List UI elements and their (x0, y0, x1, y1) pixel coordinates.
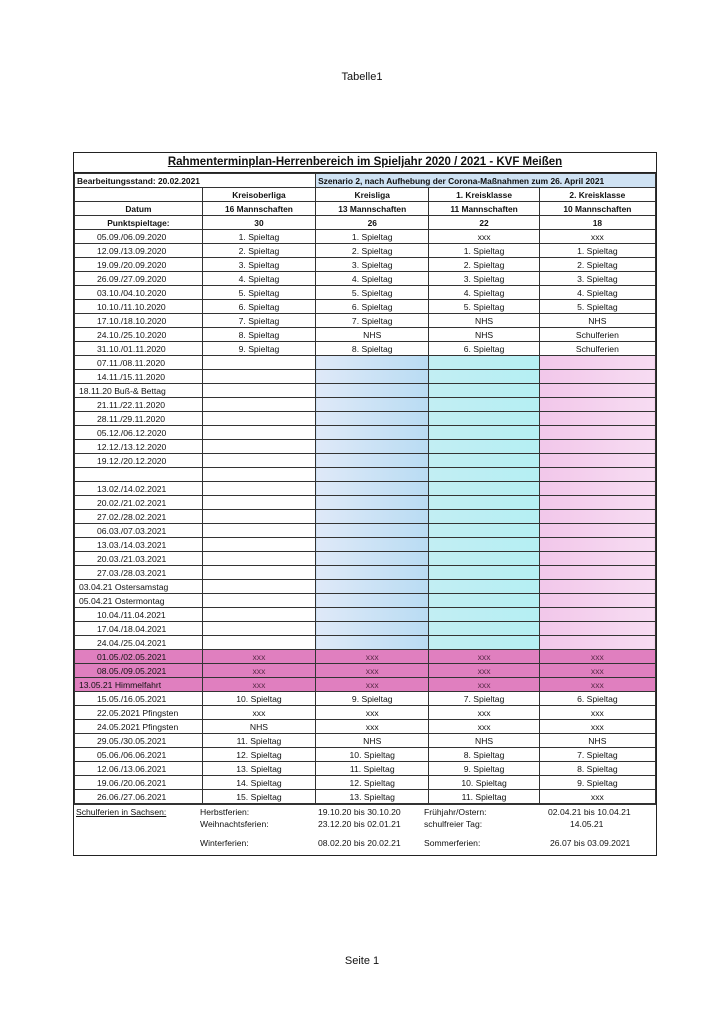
table-row (75, 720, 656, 734)
schulferien-label: Schulferien in Sachsen: (76, 807, 167, 817)
schedule-cell (429, 608, 539, 622)
schedule-cell (316, 454, 429, 468)
schedule-cell: 3. Spieltag (202, 258, 315, 272)
schedule-cell (539, 622, 655, 636)
league-name: Kreisoberliga (202, 188, 315, 202)
date-cell: 24.10./25.10.2020 (75, 328, 203, 342)
schedule-cell (429, 468, 539, 482)
schedule-cell (316, 566, 429, 580)
match-day-count: 22 (429, 216, 539, 230)
table-row (75, 622, 656, 636)
schedule-cell: 7. Spieltag (316, 314, 429, 328)
schedule-cell (539, 370, 655, 384)
date-cell: 10.10./11.10.2020 (75, 300, 203, 314)
schedule-cell (202, 566, 315, 580)
schedule-cell: xxx (316, 720, 429, 734)
schedule-cell (202, 552, 315, 566)
schedule-cell: 3. Spieltag (316, 258, 429, 272)
schedule-cell (429, 482, 539, 496)
table-row (75, 678, 656, 692)
schedule-cell (316, 524, 429, 538)
date-cell: 14.11./15.11.2020 (75, 370, 203, 384)
schedule-cell: xxx (202, 664, 315, 678)
schedule-cell: Schulferien (539, 328, 655, 342)
team-count: 10 Mannschaften (539, 202, 655, 216)
schedule-cell (316, 594, 429, 608)
schedule-cell: 8. Spieltag (429, 748, 539, 762)
date-cell: 08.05./09.05.2021 (75, 664, 203, 678)
schedule-cell: xxx (202, 650, 315, 664)
schedule-cell (316, 608, 429, 622)
table-row (75, 286, 656, 300)
date-cell: 10.04./11.04.2021 (75, 608, 203, 622)
schedule-cell: 9. Spieltag (539, 776, 655, 790)
date-cell: 22.05.2021 Pfingsten (75, 706, 203, 720)
schedule-cell (316, 384, 429, 398)
schedule-cell (202, 482, 315, 496)
schedule-cell (539, 566, 655, 580)
schedule-cell: 10. Spieltag (202, 692, 315, 706)
schedule-cell (316, 356, 429, 370)
schedule-cell: xxx (539, 720, 655, 734)
schedule-cell: xxx (539, 230, 655, 244)
table-row (75, 300, 656, 314)
date-cell: 17.04./18.04.2021 (75, 622, 203, 636)
schedule-cell (202, 384, 315, 398)
table-row (75, 384, 656, 398)
date-cell: 03.10./04.10.2020 (75, 286, 203, 300)
schedule-cell: 1. Spieltag (429, 244, 539, 258)
page-header: Tabelle1 (341, 71, 383, 83)
schedule-cell (316, 412, 429, 426)
schedule-cell: 9. Spieltag (316, 692, 429, 706)
table-row (75, 342, 656, 356)
schedule-cell: xxx (539, 664, 655, 678)
date-cell: 19.06./20.06.2021 (75, 776, 203, 790)
date-cell: 05.04.21 Ostermontag (75, 594, 203, 608)
table-row (75, 230, 656, 244)
fruehjahr-label: Frühjahr/Ostern: (424, 807, 487, 817)
table-row (75, 664, 656, 678)
date-cell: 24.05.2021 Pfingsten (75, 720, 203, 734)
punktspieltage-row (75, 216, 656, 230)
table-row (75, 776, 656, 790)
schedule-cell (429, 398, 539, 412)
schedule-cell (429, 636, 539, 650)
team-count: 13 Mannschaften (316, 202, 429, 216)
schedule-cell: xxx (316, 706, 429, 720)
date-cell: 26.06./27.06.2021 (75, 790, 203, 804)
table-row (75, 706, 656, 720)
schedule-cell: 3. Spieltag (429, 272, 539, 286)
schedule-cell: 11. Spieltag (202, 734, 315, 748)
schedule-cell (539, 580, 655, 594)
schedule-cell: 13. Spieltag (316, 790, 429, 804)
schedule-cell (202, 412, 315, 426)
schedule-cell: 5. Spieltag (429, 300, 539, 314)
schedule-cell: xxx (429, 706, 539, 720)
schedule-cell: xxx (429, 720, 539, 734)
schedule-cell (429, 524, 539, 538)
schedule-cell (539, 524, 655, 538)
schedule-cell: 6. Spieltag (429, 342, 539, 356)
schedule-cell (202, 398, 315, 412)
schedule-cell (539, 356, 655, 370)
schedule-cell: xxx (539, 790, 655, 804)
date-cell: 06.03./07.03.2021 (75, 524, 203, 538)
date-cell: 27.02./28.02.2021 (75, 510, 203, 524)
date-cell: 29.05./30.05.2021 (75, 734, 203, 748)
table-row (75, 608, 656, 622)
schedule-cell: 12. Spieltag (316, 776, 429, 790)
schedule-cell (202, 636, 315, 650)
schedule-cell (202, 524, 315, 538)
schedule-cell: xxx (539, 706, 655, 720)
schedule-cell (539, 398, 655, 412)
sommer-label: Sommerferien: (424, 838, 481, 848)
date-cell: 31.10./01.11.2020 (75, 342, 203, 356)
league-name-row (75, 188, 656, 202)
league-name: 2. Kreisklasse (539, 188, 655, 202)
table-row (75, 636, 656, 650)
date-cell: 12.06./13.06.2021 (75, 762, 203, 776)
schedule-cell: xxx (539, 650, 655, 664)
schedule-cell: 9. Spieltag (202, 342, 315, 356)
schedule-cell: 7. Spieltag (202, 314, 315, 328)
schedule-cell (539, 440, 655, 454)
schedule-cell (429, 412, 539, 426)
table-row (75, 314, 656, 328)
schedule-cell: 10. Spieltag (429, 776, 539, 790)
date-cell: 13.03./14.03.2021 (75, 538, 203, 552)
schedule-cell: 7. Spieltag (539, 748, 655, 762)
schedule-cell: 9. Spieltag (429, 762, 539, 776)
schedule-cell (202, 356, 315, 370)
schedule-cell (429, 440, 539, 454)
schedule-cell: NHS (429, 328, 539, 342)
schedule-cell: 8. Spieltag (539, 762, 655, 776)
schedule-cell (429, 622, 539, 636)
date-cell: 01.05./02.05.2021 (75, 650, 203, 664)
herbst-label: Herbstferien: (200, 807, 250, 817)
schedule-cell: 4. Spieltag (429, 286, 539, 300)
schedule-cell (202, 510, 315, 524)
schedule-cell: NHS (316, 734, 429, 748)
schedule-cell (539, 510, 655, 524)
schedule-cell (316, 398, 429, 412)
schedule-cell (202, 426, 315, 440)
table-row (75, 762, 656, 776)
schedule-cell: 6. Spieltag (539, 692, 655, 706)
table-row (75, 426, 656, 440)
table-row (75, 538, 656, 552)
schedule-rows (75, 230, 656, 804)
schedule-sheet (73, 152, 657, 856)
schedule-cell (316, 440, 429, 454)
date-cell: 27.03./28.03.2021 (75, 566, 203, 580)
schedule-cell: Schulferien (539, 342, 655, 356)
table-row (75, 440, 656, 454)
date-cell: 21.11./22.11.2020 (75, 398, 203, 412)
schedule-cell: 6. Spieltag (202, 300, 315, 314)
schedule-cell: 15. Spieltag (202, 790, 315, 804)
schedule-cell (202, 580, 315, 594)
schedule-cell: xxx (316, 650, 429, 664)
schedule-cell: 1. Spieltag (202, 230, 315, 244)
schedule-cell (429, 510, 539, 524)
team-count: 11 Mannschaften (429, 202, 539, 216)
schedule-table (74, 173, 656, 804)
header-empty (75, 188, 203, 202)
table-row (75, 482, 656, 496)
match-day-count: 18 (539, 216, 655, 230)
date-cell: 05.09./06.09.2020 (75, 230, 203, 244)
match-day-count: 30 (202, 216, 315, 230)
schedule-cell: 2. Spieltag (316, 244, 429, 258)
table-row (75, 244, 656, 258)
schedule-cell: 8. Spieltag (202, 328, 315, 342)
date-cell: 26.09./27.09.2020 (75, 272, 203, 286)
table-row (75, 398, 656, 412)
date-cell: 07.11./08.11.2020 (75, 356, 203, 370)
table-row (75, 524, 656, 538)
bearbeitungsstand: Bearbeitungsstand: 20.02.2021 (75, 174, 316, 188)
table-row (75, 692, 656, 706)
date-cell (75, 468, 203, 482)
szenario-note: Szenario 2, nach Aufhebung der Corona-Maßnahmen zum 26. April 2021 (316, 174, 656, 188)
date-cell: 03.04.21 Ostersamstag (75, 580, 203, 594)
schedule-cell (429, 538, 539, 552)
schedule-cell: 11. Spieltag (429, 790, 539, 804)
schedule-cell: xxx (316, 678, 429, 692)
schedule-cell (539, 538, 655, 552)
schedule-cell: NHS (202, 720, 315, 734)
schedule-cell (316, 636, 429, 650)
schedule-cell: 10. Spieltag (316, 748, 429, 762)
schedule-cell: 11. Spieltag (316, 762, 429, 776)
schedule-cell: 4. Spieltag (539, 286, 655, 300)
status-row (75, 174, 656, 188)
schedule-cell (429, 580, 539, 594)
date-cell: 28.11./29.11.2020 (75, 412, 203, 426)
schedule-cell (316, 622, 429, 636)
schedule-cell (202, 608, 315, 622)
table-row (75, 790, 656, 804)
schedule-cell (539, 482, 655, 496)
schedule-cell (429, 454, 539, 468)
schedule-cell (202, 538, 315, 552)
schedule-cell (316, 482, 429, 496)
schedule-cell: NHS (429, 734, 539, 748)
schedule-cell (539, 552, 655, 566)
league-name: Kreisliga (316, 188, 429, 202)
schedule-cell (202, 454, 315, 468)
schedule-cell: NHS (539, 314, 655, 328)
schedule-cell: xxx (429, 650, 539, 664)
weihnacht-label: Weihnachtsferien: (200, 819, 269, 829)
winter-value: 08.02.20 bis 20.02.21 (318, 838, 401, 848)
schedule-cell: 12. Spieltag (202, 748, 315, 762)
date-cell: 20.02./21.02.2021 (75, 496, 203, 510)
schedule-cell: NHS (429, 314, 539, 328)
schedule-cell: 1. Spieltag (539, 244, 655, 258)
schedule-cell: xxx (539, 678, 655, 692)
date-cell: 19.09./20.09.2020 (75, 258, 203, 272)
schedule-cell (539, 608, 655, 622)
schedule-cell: 13. Spieltag (202, 762, 315, 776)
schedule-cell (539, 468, 655, 482)
sheet-title: Rahmenterminplan-Herrenbereich im Spieljahr 2020 / 2021 - KVF Meißen (74, 153, 656, 173)
table-row (75, 510, 656, 524)
schedule-cell (539, 412, 655, 426)
table-row (75, 356, 656, 370)
schedule-cell (429, 370, 539, 384)
datum-header: Datum (75, 202, 203, 216)
schedule-cell: xxx (429, 230, 539, 244)
table-row (75, 412, 656, 426)
schedule-cell (429, 566, 539, 580)
schedule-cell (316, 468, 429, 482)
table-row (75, 258, 656, 272)
schedule-cell (539, 384, 655, 398)
schedule-cell (316, 552, 429, 566)
schedule-cell (539, 454, 655, 468)
schedule-cell: xxx (429, 664, 539, 678)
schedule-cell (202, 370, 315, 384)
page-footer: Seite 1 (344, 955, 380, 967)
date-cell: 20.03./21.03.2021 (75, 552, 203, 566)
schedule-cell (202, 594, 315, 608)
schedule-cell (539, 594, 655, 608)
schedule-cell: 2. Spieltag (429, 258, 539, 272)
match-day-count: 26 (316, 216, 429, 230)
schedule-cell: xxx (429, 678, 539, 692)
date-cell: 18.11.20 Buß-& Bettag (75, 384, 203, 398)
table-row (75, 272, 656, 286)
schedule-cell (316, 426, 429, 440)
schedule-cell (202, 622, 315, 636)
table-row (75, 734, 656, 748)
schedule-cell (539, 426, 655, 440)
date-cell: 05.12./06.12.2020 (75, 426, 203, 440)
table-row (75, 594, 656, 608)
schedule-cell (316, 370, 429, 384)
date-cell: 24.04./25.04.2021 (75, 636, 203, 650)
table-row (75, 650, 656, 664)
schedule-cell (429, 356, 539, 370)
schedule-cell: 5. Spieltag (316, 286, 429, 300)
winter-label: Winterferien: (200, 838, 249, 848)
schedule-cell: NHS (539, 734, 655, 748)
schedule-cell: 2. Spieltag (539, 258, 655, 272)
schedule-cell: xxx (202, 678, 315, 692)
weihnacht-value: 23.12.20 bis 02.01.21 (318, 819, 401, 829)
herbst-value: 19.10.20 bis 30.10.20 (318, 807, 401, 817)
date-cell: 13.02./14.02.2021 (75, 482, 203, 496)
table-row (75, 748, 656, 762)
schedule-cell: 5. Spieltag (202, 286, 315, 300)
table-row (75, 468, 656, 482)
date-cell: 12.12./13.12.2020 (75, 440, 203, 454)
schedule-cell: 8. Spieltag (316, 342, 429, 356)
date-cell: 17.10./18.10.2020 (75, 314, 203, 328)
schulfrei-label: schulfreier Tag: (424, 819, 483, 829)
schedule-cell: NHS (316, 328, 429, 342)
date-cell: 15.05./16.05.2021 (75, 692, 203, 706)
date-cell: 13.05.21 Himmelfahrt (75, 678, 203, 692)
schedule-cell (429, 384, 539, 398)
schedule-cell: 1. Spieltag (316, 230, 429, 244)
punktspieltage-label: Punktspieltage: (75, 216, 203, 230)
schedule-cell (202, 468, 315, 482)
league-name: 1. Kreisklasse (429, 188, 539, 202)
schedule-cell (316, 580, 429, 594)
table-row (75, 328, 656, 342)
date-cell: 12.09./13.09.2020 (75, 244, 203, 258)
schedule-cell: xxx (316, 664, 429, 678)
schedule-cell: 3. Spieltag (539, 272, 655, 286)
date-cell: 19.12./20.12.2020 (75, 454, 203, 468)
table-row (75, 580, 656, 594)
table-row (75, 496, 656, 510)
schedule-cell (539, 496, 655, 510)
schedule-cell (429, 594, 539, 608)
schedule-cell (429, 496, 539, 510)
schedule-cell: 4. Spieltag (202, 272, 315, 286)
fruehjahr-value: 02.04.21 bis 10.04.21 (548, 807, 631, 817)
schedule-cell (316, 496, 429, 510)
team-count-row (75, 202, 656, 216)
schedule-cell (202, 496, 315, 510)
schedule-cell: xxx (202, 706, 315, 720)
schedule-cell: 4. Spieltag (316, 272, 429, 286)
schedule-cell (202, 440, 315, 454)
schedule-cell: 7. Spieltag (429, 692, 539, 706)
schulfrei-value: 14.05.21 (570, 819, 604, 829)
table-row (75, 454, 656, 468)
schedule-cell (316, 538, 429, 552)
schedule-cell: 6. Spieltag (316, 300, 429, 314)
schedule-cell: 2. Spieltag (202, 244, 315, 258)
schedule-cell (539, 636, 655, 650)
schedule-cell (429, 426, 539, 440)
schulferien-block (74, 804, 656, 855)
schedule-cell: 5. Spieltag (539, 300, 655, 314)
date-cell: 05.06./06.06.2021 (75, 748, 203, 762)
sommer-value: 26.07 bis 03.09.2021 (550, 838, 631, 848)
schedule-cell (316, 510, 429, 524)
schedule-cell: 14. Spieltag (202, 776, 315, 790)
table-row (75, 370, 656, 384)
table-row (75, 552, 656, 566)
table-row (75, 566, 656, 580)
team-count: 16 Mannschaften (202, 202, 315, 216)
schedule-cell (429, 552, 539, 566)
